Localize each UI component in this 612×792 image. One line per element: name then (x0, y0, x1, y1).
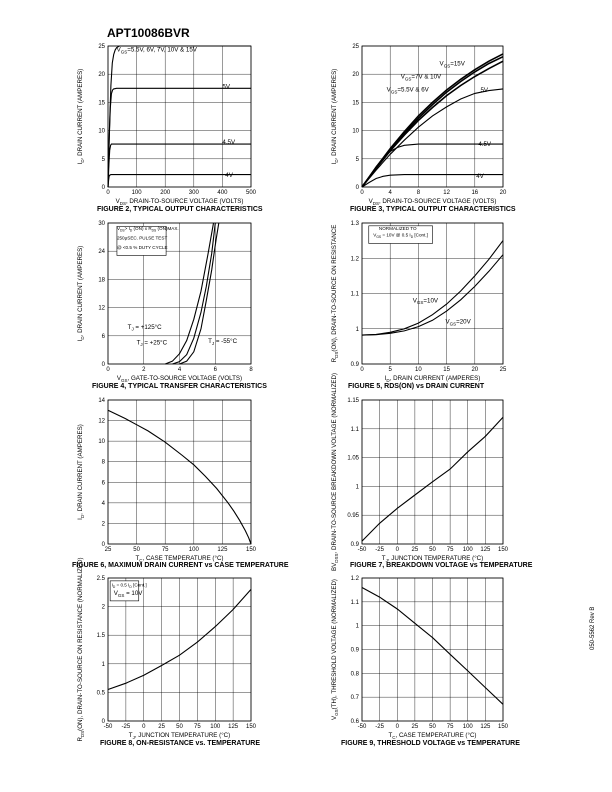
y-tick-label: 0.5 (96, 690, 105, 697)
fig3-chart (322, 40, 515, 217)
x-tick-label: 15 (443, 367, 450, 373)
y-tick-label: 25 (98, 44, 105, 50)
x-tick-label: 50 (176, 724, 183, 730)
x-tick-label: -50 (103, 724, 113, 730)
y-tick-label: 1 (355, 623, 359, 630)
y-tick-label: 1.3 (350, 221, 359, 227)
fig4-chart (68, 217, 263, 394)
y-tick-label: 6 (101, 480, 105, 487)
annotation: $V_{GS}=7V$ & 10V (400, 73, 442, 82)
y-tick-label: 0.7 (350, 695, 359, 702)
series-line-5 (362, 144, 503, 187)
x-tick-label: -50 (357, 724, 367, 730)
y-tick-label: 1.05 (347, 455, 359, 462)
annotation: $I_D = 0.5$ $I_D$ [Cont.] (111, 582, 147, 589)
x-tick-label: -25 (375, 724, 384, 730)
x-tick-label: 50 (429, 547, 436, 553)
x-tick-label: 150 (497, 724, 509, 730)
fig2-chart (68, 40, 263, 217)
y-tick-label: 24 (98, 249, 105, 256)
annotation: $V_{GS}=5.5V$, 6V, 7V, 10V & 15V (116, 46, 197, 55)
y-axis-label: $R_{DS}(ON)$, DRAIN-TO-SOURCE ON RESISTANCE (NORMALIZED) (77, 557, 85, 742)
x-axis-label: $T_J$, JUNCTION TEMPERATURE (°C) (128, 732, 231, 740)
annotation: $V_{DS}> I_D$ (ON) x $R_{DS}$ (ON)MAX. (116, 226, 179, 233)
y-axis-label: $I_D$, DRAIN CURRENT (AMPERES) (77, 68, 85, 165)
plot-frame (108, 400, 251, 544)
x-tick-label: 4 (388, 190, 392, 196)
y-tick-label: 2 (101, 604, 105, 611)
fig6-caption: FIGURE 6, MAXIMUM DRAIN CURRENT vs CASE TEMPERATURE (72, 562, 289, 569)
y-tick-label: 1.5 (96, 633, 105, 640)
y-axis-label: $I_D$, DRAIN CURRENT (AMPERES) (77, 424, 85, 520)
annotation: 4V (225, 171, 233, 179)
y-tick-label: 1 (355, 484, 359, 491)
x-tick-label: 12 (443, 190, 450, 196)
x-tick-label: -25 (121, 724, 131, 730)
x-tick-label: 25 (411, 724, 419, 730)
x-tick-label: 200 (160, 190, 171, 196)
y-tick-label: 12 (98, 305, 105, 312)
fig4-svg (68, 217, 263, 394)
fig7-caption: FIGURE 7, BREAKDOWN VOLTAGE vs TEMPERATURE (350, 562, 533, 569)
x-axis-label: $I_D$, DRAIN CURRENT (AMPERES) (384, 375, 481, 383)
x-tick-label: 25 (499, 367, 507, 373)
grid (108, 46, 251, 187)
x-tick-label: 125 (228, 724, 239, 730)
series-line-3 (108, 144, 251, 187)
fig8-caption: FIGURE 8, ON-RESISTANCE vs. TEMPERATURE (100, 740, 260, 747)
y-tick-label: 15 (98, 100, 105, 107)
y-tick-label: 25 (352, 44, 359, 50)
y-tick-label: 1.2 (350, 256, 359, 263)
grid (362, 400, 503, 544)
fig6-chart (68, 394, 263, 574)
document-id: 050-5562 Rev B (590, 606, 596, 650)
x-tick-label: 150 (245, 724, 257, 730)
x-tick-label: 25 (104, 547, 112, 553)
fig5-chart (322, 217, 515, 394)
x-tick-label: 100 (210, 724, 221, 730)
x-tick-label: 100 (462, 547, 473, 553)
x-tick-label: 125 (480, 547, 491, 553)
x-tick-label: 150 (245, 547, 257, 553)
x-axis-label: $T_C$, CASE TEMPERATURE (°C) (388, 732, 477, 740)
fig5-svg (322, 217, 515, 394)
x-tick-label: 100 (462, 724, 473, 730)
fig9-caption: FIGURE 9, THRESHOLD VOLTAGE vs TEMPERATURE (341, 740, 520, 747)
x-tick-label: 0 (106, 190, 110, 196)
x-tick-label: 0 (142, 724, 146, 730)
y-tick-label: 15 (352, 100, 359, 107)
annotation: $T_J = -55^\circ C$ (208, 337, 238, 346)
x-tick-label: 20 (499, 190, 507, 196)
fig9-svg (322, 572, 515, 751)
y-tick-label: 20 (352, 72, 359, 79)
annotation: $V_{GS} = 10V$ (113, 590, 143, 599)
annotation: 250μSEC. PULSE TEST (116, 235, 168, 241)
x-tick-label: 125 (217, 547, 228, 553)
series-line-1 (108, 46, 251, 187)
x-tick-label: 100 (188, 547, 199, 553)
annotation: @ <0.5 % DUTY CYCLE (116, 244, 168, 250)
x-tick-label: 16 (471, 190, 479, 196)
y-tick-label: 0 (101, 362, 105, 368)
y-tick-label: 0.6 (350, 719, 359, 725)
y-tick-label: 0 (101, 185, 105, 191)
x-tick-label: 5 (388, 367, 392, 373)
x-tick-label: 8 (249, 367, 253, 373)
annotation: $V_{GS}=5.5V$ & 6V (386, 86, 429, 95)
x-tick-label: 500 (245, 190, 257, 196)
y-tick-label: 0 (101, 542, 105, 548)
y-tick-label: 1.1 (350, 599, 359, 606)
y-tick-label: 30 (98, 221, 105, 227)
y-axis-label: $I_D$, DRAIN CURRENT (AMPERES) (77, 245, 85, 342)
y-tick-label: 12 (98, 418, 105, 425)
y-tick-label: 0.9 (350, 362, 359, 368)
fig3-svg (322, 40, 515, 217)
x-tick-label: 0 (360, 190, 364, 196)
y-tick-label: 2 (101, 521, 105, 528)
x-tick-label: 50 (133, 547, 140, 553)
grid (362, 223, 503, 364)
series-line-1 (362, 241, 503, 336)
y-tick-label: 18 (98, 277, 105, 284)
y-tick-label: 0.95 (347, 513, 359, 520)
x-tick-label: 0 (106, 367, 110, 373)
y-tick-label: 1.15 (347, 398, 359, 404)
annotation: $V_{GS}=15V$ (439, 60, 465, 69)
x-tick-label: 100 (131, 190, 142, 196)
series-line-1 (108, 410, 251, 544)
y-tick-label: 0 (355, 185, 359, 191)
x-tick-label: 20 (471, 367, 479, 373)
y-tick-label: 0.9 (350, 542, 359, 548)
x-tick-label: 50 (429, 724, 436, 730)
x-tick-label: 400 (217, 190, 228, 196)
y-axis-label: $I_D$, DRAIN CURRENT (AMPERES) (331, 68, 339, 165)
annotation: 5V (480, 87, 489, 95)
x-tick-label: 2 (142, 367, 146, 373)
fig3-caption: FIGURE 3, TYPICAL OUTPUT CHARACTERISTICS (350, 206, 516, 213)
annotation: 4V (476, 172, 484, 180)
y-tick-label: 1.2 (350, 576, 359, 582)
page-title: APT10086BVR (107, 26, 190, 40)
y-axis-label: $R_{DS}(ON)$, DRAIN-TO-SOURCE ON RESISTANCE (331, 224, 339, 363)
x-tick-label: 25 (411, 547, 419, 553)
x-axis-label: $T_C$, CASE TEMPERATURE (°C) (135, 555, 224, 563)
fig2-caption: FIGURE 2, TYPICAL OUTPUT CHARACTERISTICS (97, 206, 263, 213)
x-tick-label: 4 (177, 367, 182, 373)
fig9-chart (322, 572, 515, 751)
x-tick-label: 10 (415, 367, 422, 373)
y-tick-label: 1.1 (350, 291, 359, 298)
x-tick-label: -50 (357, 547, 367, 553)
annotation: 4.5V (478, 140, 492, 148)
y-tick-label: 10 (352, 128, 359, 135)
y-tick-label: 8 (101, 459, 105, 466)
x-tick-label: 75 (161, 547, 169, 553)
x-tick-label: 125 (480, 724, 491, 730)
annotation: $T_J = +125^\circ C$ (127, 323, 162, 332)
x-tick-label: 6 (213, 367, 217, 373)
y-tick-label: 1.1 (350, 426, 359, 433)
x-tick-label: 0 (360, 367, 364, 373)
x-tick-label: -25 (375, 547, 384, 553)
y-tick-label: 10 (98, 439, 105, 446)
y-tick-label: 20 (98, 72, 105, 79)
annotation: $V_{GS} = 10V$ @ 0.5 $I_D$ [Cont.] (373, 232, 428, 239)
x-tick-label: 75 (446, 547, 454, 553)
y-tick-label: 14 (98, 398, 105, 404)
annotation: $V_{GS}=10V$ (412, 297, 439, 306)
annotation: NORMALIZED TO (378, 226, 417, 232)
x-tick-label: 75 (194, 724, 201, 730)
fig4-caption: FIGURE 4, TYPICAL TRANSFER CHARACTERISTICS (92, 383, 267, 390)
y-tick-label: 5 (101, 156, 105, 163)
y-tick-label: 0.8 (350, 671, 359, 678)
y-tick-label: 0.9 (350, 647, 359, 654)
x-tick-label: 25 (158, 724, 165, 730)
x-axis-label: $T_J$, JUNCTION TEMPERATURE (°C) (381, 555, 484, 563)
grid (108, 400, 251, 544)
x-tick-label: 150 (497, 547, 509, 553)
x-tick-label: 75 (446, 724, 454, 730)
y-axis-label: $BV_{DSS}$, DRAIN-TO-SOURCE BREAKDOWN VOLTAGE (NORMALIZED) (331, 372, 339, 572)
fig2-svg (68, 40, 263, 217)
y-tick-label: 0 (101, 719, 105, 725)
x-tick-label: 8 (416, 190, 421, 196)
y-axis-label: $V_{GS}(TH)$, THRESHOLD VOLTAGE (NORMALIZED) (331, 579, 339, 720)
annotation: $V_{GS}=20V$ (445, 318, 471, 327)
y-tick-label: 4 (101, 500, 105, 507)
annotation: 5V (222, 83, 230, 91)
annotation: 4.5V (222, 139, 236, 147)
x-tick-label: 0 (395, 547, 399, 553)
annotation: $T_J = +25^\circ C$ (136, 339, 168, 348)
x-tick-label: 300 (188, 190, 199, 196)
fig6-svg (68, 394, 263, 574)
y-tick-label: 5 (355, 156, 359, 163)
plot-frame (108, 46, 251, 187)
x-axis-label: $V_{GS}$, GATE-TO-SOURCE VOLTAGE (VOLTS) (116, 375, 243, 383)
y-tick-label: 6 (101, 333, 105, 340)
y-tick-label: 1 (355, 326, 359, 333)
x-tick-label: 0 (395, 724, 399, 730)
y-tick-label: 1 (101, 661, 105, 668)
x-axis-label: $V_{DS}$, DRAIN-TO-SOURCE VOLTAGE (VOLTS) (368, 198, 497, 206)
y-tick-label: 2.5 (96, 576, 105, 582)
x-axis-label: $V_{DS}$, DRAIN-TO-SOURCE VOLTAGE (VOLTS) (115, 198, 244, 206)
series-line-1 (165, 223, 213, 364)
y-tick-label: 10 (98, 128, 105, 135)
fig5-caption: FIGURE 5, RDS(ON) vs DRAIN CURRENT (348, 383, 485, 390)
